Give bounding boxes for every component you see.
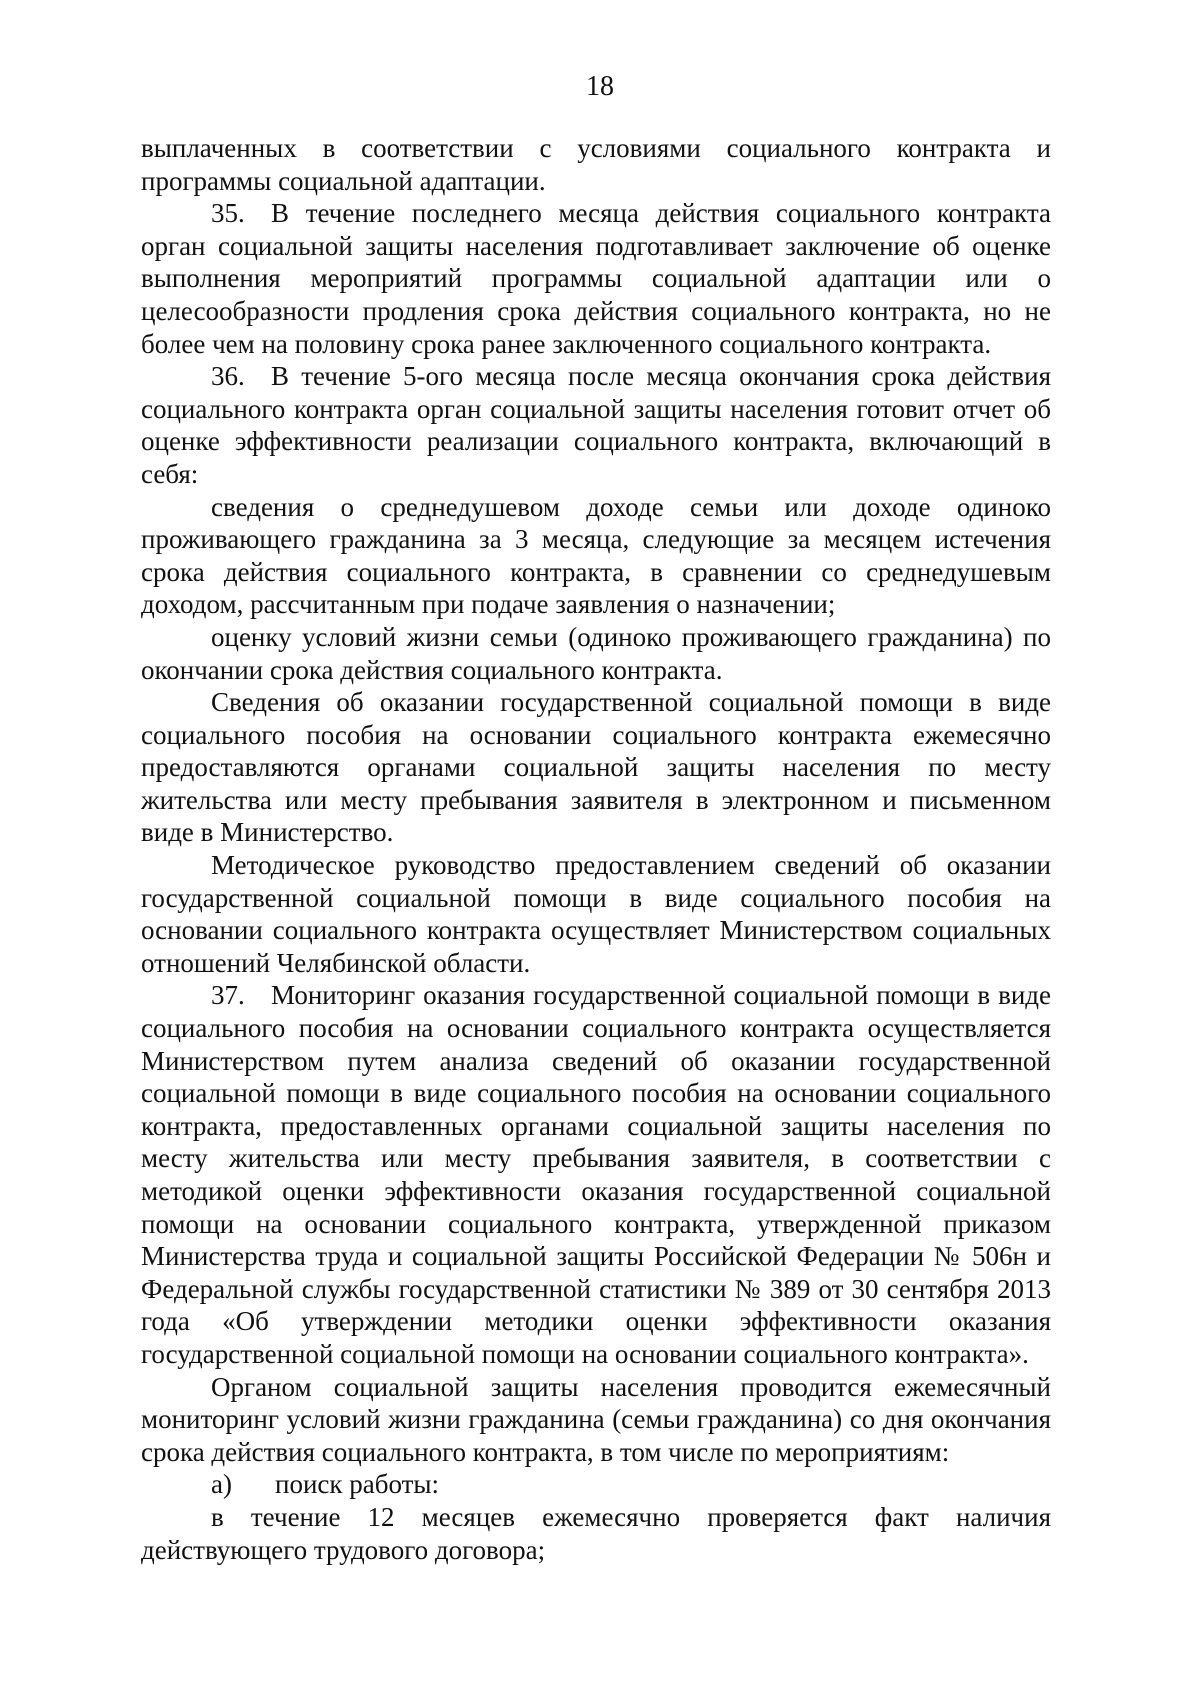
clause-number: 35. <box>211 198 245 229</box>
paragraph-text: выплаченных в соответствии с условиями социального контракта и программы социальной адаптации. <box>141 133 1051 196</box>
paragraph-methodical-guidance <box>141 849 1051 979</box>
paragraph-text: оценку условий жизни семьи (одиноко проживающего гражданина) по окончании срока действия социального контракта. <box>141 621 1051 685</box>
clause-number: 37. <box>211 980 245 1011</box>
paragraph-monitoring <box>141 1371 1051 1469</box>
paragraph-text: поиск работы: <box>275 1469 440 1500</box>
paragraph-text: Методическое руководство предоставлением сведений об оказании государственной социальной помощи в виде социального пособия на основании социального контракта осуществляет Министерством социальных отношений Челябинской области. <box>141 850 1051 978</box>
paragraph-income-info <box>141 491 1051 621</box>
paragraph-text: сведения о среднедушевом доходе семьи или доходе одиноко проживающего гражданина за 3 месяца, следующие за месяцем истечения срока действия социального контракта, в сравнении со среднедушевым доходом, рассчитанным при подаче заявления о назначении; <box>141 491 1051 620</box>
paragraph-36 <box>141 360 1051 490</box>
paragraph-text: Мониторинг оказания государственной социальной помощи в виде социального пособия на основании социального контракта осуществляется Министерством путем анализа сведений об оказании государственной социальной помощи в виде социального пособия на основании социального контракта, предоставленных органами социальной защиты населения по месту жительства или месту пребывания заявителя, в соответствии с методикой оценки эффективности оказания государственной социальной помощи на основании социального контракта, утвержденной приказом Министерства труда и социальной защиты Российской Федерации № 506н и Федеральной службы государственной статистики № 389 от 30 сентября 2013 года «Об утверждении методики оценки эффективности оказания государственной социальной помощи на основании социального контракта». <box>141 980 1051 1369</box>
item-letter: а) <box>211 1469 232 1500</box>
page-number: 18 <box>586 71 614 102</box>
paragraph-text: Сведения об оказании государственной социальной помощи в виде социального пособия на основании социального контракта ежемесячно предоставляются органами социальной защиты населения по месту жительства или месту пребывания заявителя в электронном и письменном виде в Министерство. <box>141 687 1051 848</box>
paragraph-text: В течение 5-ого месяца после месяца окончания срока действия социального контракта орган социальной защиты населения готовит отчет об оценке эффективности реализации социального контракта, включающий в себя: <box>141 361 1051 489</box>
paragraph-35 <box>141 197 1051 360</box>
clause-number: 36. <box>211 361 245 392</box>
paragraph-living-conditions <box>141 621 1051 686</box>
paragraph-text: Органом социальной защиты населения проводится ежемесячный мониторинг условий жизни гражданина (семьи гражданина) со дня окончания срока действия социального контракта, в том числе по мероприятиям: <box>141 1371 1051 1467</box>
paragraph-employment-check <box>141 1501 1051 1566</box>
paragraph-text: В течение последнего месяца действия социального контракта орган социальной защиты населения подготавливает заключение об оценке выполнения мероприятий программы социальной адаптации или о целесообразности продления срока действия социального контракта, но не более чем на половину срока ранее заключенного социального контракта. <box>141 198 1051 359</box>
paragraph-37 <box>141 979 1051 1370</box>
document-body <box>141 132 1051 1566</box>
paragraph-monthly-info <box>141 686 1051 849</box>
paragraph-continuation <box>141 132 1051 197</box>
paragraph-text: в течение 12 месяцев ежемесячно проверяется факт наличия действующего трудового договора; <box>141 1501 1051 1565</box>
paragraph-item-a <box>141 1468 1051 1501</box>
